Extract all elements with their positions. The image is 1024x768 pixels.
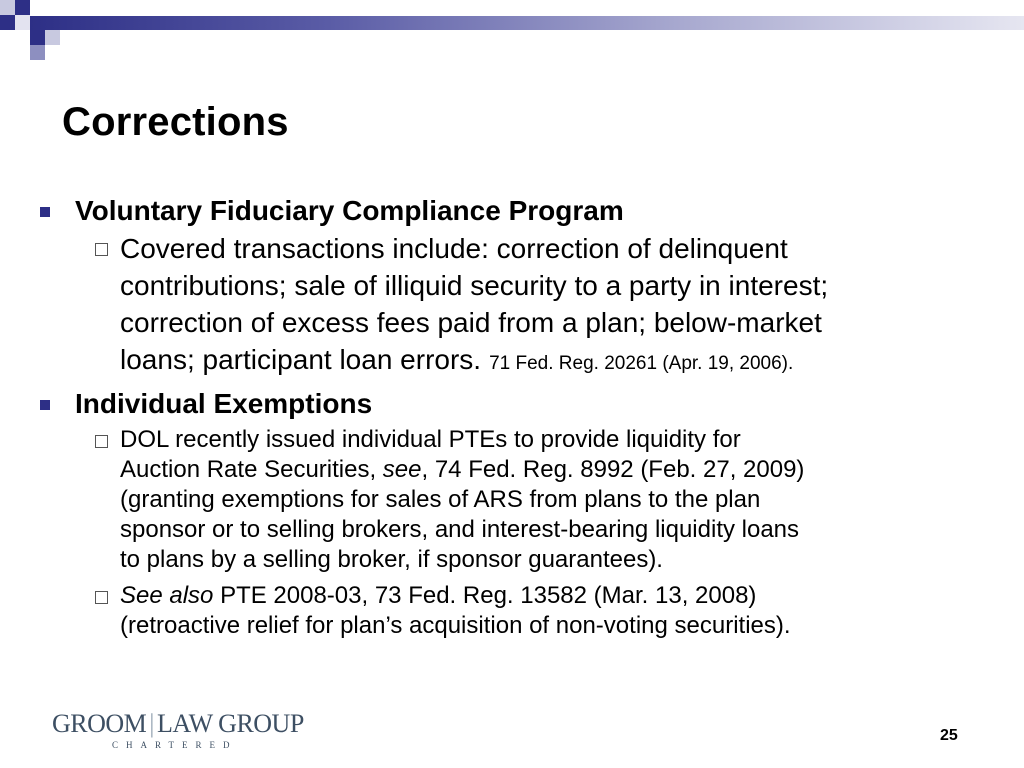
slide-title: Corrections <box>62 100 289 144</box>
text-line <box>120 341 1018 382</box>
decor-square <box>30 45 45 60</box>
decor-square <box>0 15 15 30</box>
square-bullet-icon <box>40 400 50 410</box>
decor-square <box>0 0 15 15</box>
bullet-heading: Voluntary Fiduciary Compliance Program <box>75 195 624 226</box>
text-segment: , 74 Fed. Reg. 8992 (Feb. 27, 2009) <box>421 456 805 483</box>
text-line: to plans by a selling broker, if sponsor guarantees). <box>120 546 663 573</box>
text-line: (retroactive relief for plan’s acquisition of non-voting securities). <box>120 612 791 639</box>
text-segment: Auction Rate Securities, <box>120 456 383 483</box>
text-line: correction of excess fees paid from a plan; below-market <box>120 307 822 338</box>
decor-square <box>15 15 30 30</box>
decor-square <box>45 30 60 45</box>
sub-bullet-dol-ptes <box>38 425 1018 575</box>
decor-square <box>15 0 30 15</box>
decor-square <box>30 30 45 45</box>
logo-right: LAW GROUP <box>157 709 304 738</box>
citation: 71 Fed. Reg. 20261 (Apr. 19, 2006). <box>489 353 794 374</box>
text-segment: loans; participant loan errors. <box>120 344 482 375</box>
sub-bullet-covered-transactions <box>38 230 1018 382</box>
logo-left: GROOM <box>52 709 147 738</box>
text-line <box>120 581 1018 611</box>
text-segment: PTE 2008-03, 73 Fed. Reg. 13582 (Mar. 13, 2008) <box>213 582 757 609</box>
logo-wordmark <box>52 709 304 739</box>
header-gradient-bar <box>30 16 1024 30</box>
text-line: (granting exemptions for sales of ARS from plans to the plan <box>120 486 761 513</box>
text-emphasis: see <box>382 456 422 483</box>
text-line: sponsor or to selling brokers, and interest-bearing liquidity loans <box>120 516 800 543</box>
text-line: DOL recently issued individual PTEs to provide liquidity for <box>120 426 741 453</box>
checkbox-bullet-icon <box>95 591 108 604</box>
checkbox-bullet-icon <box>95 435 108 448</box>
bullet-vfcp <box>38 193 1018 229</box>
text-line: Covered transactions include: correction of delinquent <box>120 233 788 264</box>
logo-subtitle: CHARTERED <box>112 740 238 750</box>
text-line: contributions; sale of illiquid security to a party in interest; <box>120 270 829 301</box>
sub-bullet-see-also <box>38 581 1018 641</box>
square-bullet-icon <box>40 207 50 217</box>
groom-law-group-logo <box>52 709 304 750</box>
slide-content <box>38 193 1018 641</box>
page-number: 25 <box>940 727 958 744</box>
text-line <box>120 455 1018 485</box>
logo-separator: | <box>149 709 155 738</box>
text-emphasis: See also <box>120 582 214 609</box>
checkbox-bullet-icon <box>95 243 108 256</box>
bullet-individual-exemptions <box>38 386 1018 422</box>
bullet-heading: Individual Exemptions <box>75 388 373 419</box>
